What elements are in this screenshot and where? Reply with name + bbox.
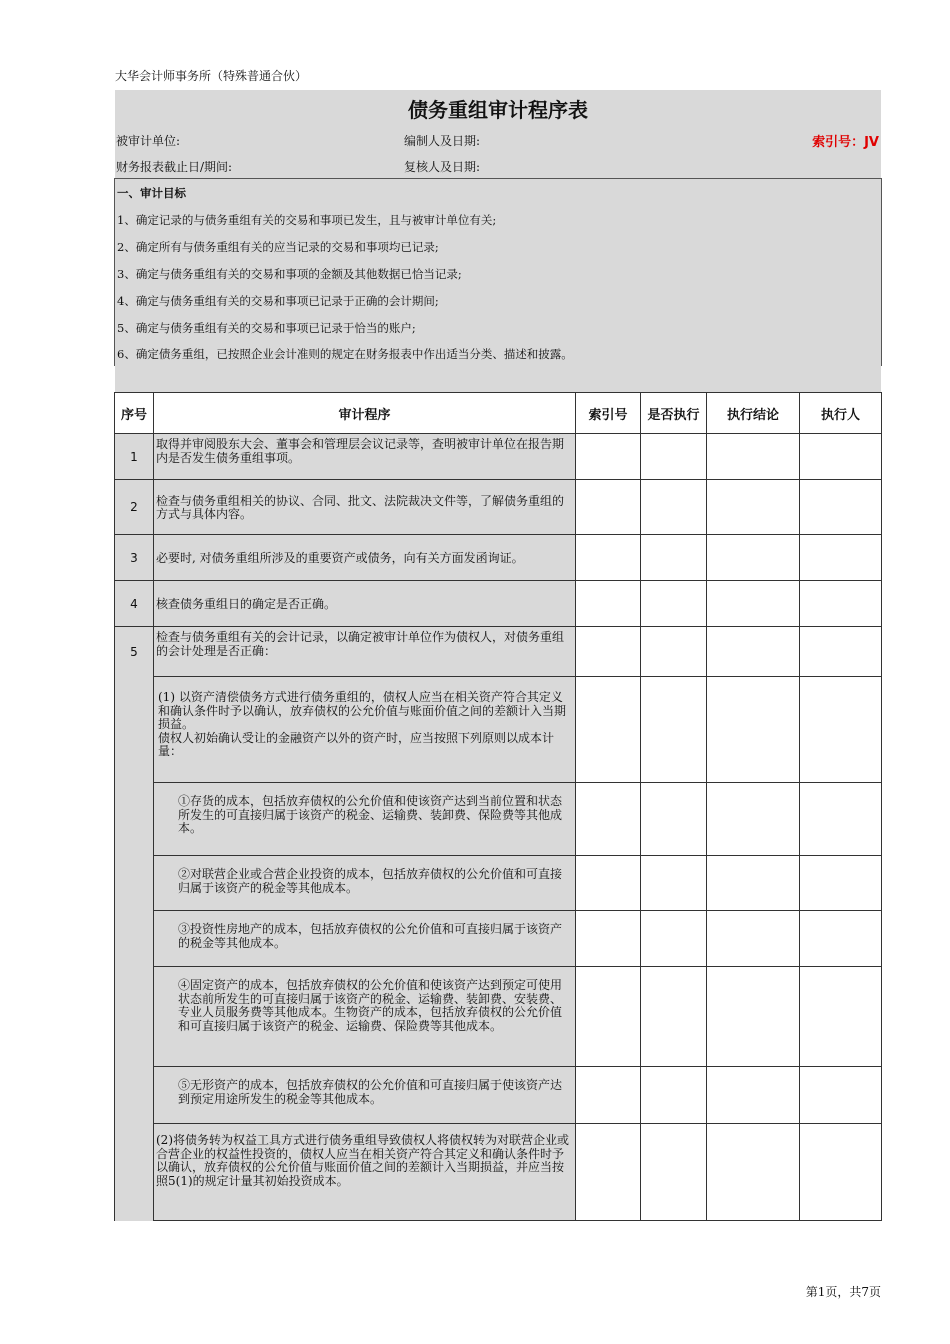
executed-cell[interactable] xyxy=(641,783,707,856)
procedure-text: 检查与债务重组有关的会计记录，以确定被审计单位作为债权人，对债务重组的会计处理是否正确： xyxy=(154,627,576,677)
index-cell[interactable] xyxy=(576,911,641,967)
auditee-label: 被审计单位: xyxy=(116,134,181,148)
executor-cell[interactable] xyxy=(800,783,882,856)
procedure-text: ⑤无形资产的成本，包括放弃债权的公允价值和可直接归属于使该资产达到预定用途所发生的税金等其他成本。 xyxy=(154,1067,576,1124)
index-cell[interactable] xyxy=(576,967,641,1067)
table-row xyxy=(115,1124,882,1221)
executed-cell[interactable] xyxy=(641,434,707,480)
index-cell[interactable] xyxy=(576,1124,641,1221)
index-cell[interactable] xyxy=(576,783,641,856)
preparer-label: 编制人及日期: xyxy=(404,134,481,148)
objective-item: 1、确定记录的与债务重组有关的交易和事项已发生，且与被审计单位有关; xyxy=(117,213,497,227)
table-row xyxy=(115,581,882,627)
executed-cell[interactable] xyxy=(641,967,707,1067)
row-number xyxy=(115,677,154,783)
executed-cell[interactable] xyxy=(641,535,707,581)
executed-cell[interactable] xyxy=(641,856,707,911)
procedure-text: 核查债务重组日的确定是否正确。 xyxy=(154,581,576,627)
index-cell[interactable] xyxy=(576,677,641,783)
conclusion-cell[interactable] xyxy=(707,535,800,581)
objective-item: 3、确定与债务重组有关的交易和事项的金额及其他数据已恰当记录; xyxy=(117,267,462,281)
conclusion-cell[interactable] xyxy=(707,856,800,911)
procedure-text: (1) 以资产清偿债务方式进行债务重组的，债权人应当在相关资产符合其定义和确认条件时予以确认，放弃债权的公允价值与账面价值之间的差额计入当期损益。 债权人初始确认受让的金融资产以外的资产时，应当按照下列原则以成本计量： xyxy=(154,677,576,783)
executed-cell[interactable] xyxy=(641,1067,707,1124)
objective-item: 4、确定与债务重组有关的交易和事项已记录于正确的会计期间; xyxy=(117,294,439,308)
index-cell[interactable] xyxy=(576,581,641,627)
row-number xyxy=(115,911,154,967)
executor-cell[interactable] xyxy=(800,856,882,911)
row-number: 3 xyxy=(115,535,154,581)
executor-cell[interactable] xyxy=(800,1067,882,1124)
table-row xyxy=(115,967,882,1067)
executed-cell[interactable] xyxy=(641,1124,707,1221)
header-seq: 序号 xyxy=(115,393,154,434)
audit-objectives xyxy=(114,178,882,366)
header-executed: 是否执行 xyxy=(641,393,707,434)
index-cell[interactable] xyxy=(576,480,641,535)
conclusion-cell[interactable] xyxy=(707,434,800,480)
objective-item: 2、确定所有与债务重组有关的应当记录的交易和事项均已记录; xyxy=(117,240,439,254)
executed-cell[interactable] xyxy=(641,911,707,967)
conclusion-cell[interactable] xyxy=(707,677,800,783)
procedure-text: ①存货的成本，包括放弃债权的公允价值和使该资产达到当前位置和状态所发生的可直接归属于该资产的税金、运输费、装卸费、保险费等其他成本。 xyxy=(154,783,576,856)
executor-cell[interactable] xyxy=(800,911,882,967)
header-conclusion: 执行结论 xyxy=(707,393,800,434)
index-cell[interactable] xyxy=(576,434,641,480)
page-footer: 第1页，共7页 xyxy=(805,1285,881,1299)
executor-cell[interactable] xyxy=(800,677,882,783)
row-number xyxy=(115,1067,154,1124)
table-row xyxy=(115,627,882,677)
row-number xyxy=(115,1124,154,1221)
row-number: 2 xyxy=(115,480,154,535)
executed-cell[interactable] xyxy=(641,480,707,535)
audit-procedure-table xyxy=(114,392,882,1221)
procedure-text: ②对联营企业或合营企业投资的成本，包括放弃债权的公允价值和可直接归属于该资产的税金等其他成本。 xyxy=(154,856,576,911)
conclusion-cell[interactable] xyxy=(707,1124,800,1221)
table-row xyxy=(115,856,882,911)
row-number: 1 xyxy=(115,434,154,480)
executor-cell[interactable] xyxy=(800,480,882,535)
row-number: 5 xyxy=(115,627,154,677)
row-number: 4 xyxy=(115,581,154,627)
period-label: 财务报表截止日/期间: xyxy=(116,160,233,174)
index-cell[interactable] xyxy=(576,535,641,581)
procedure-text: 取得并审阅股东大会、董事会和管理层会议记录等，查明被审计单位在报告期内是否发生债务重组事项。 xyxy=(154,434,576,480)
conclusion-cell[interactable] xyxy=(707,627,800,677)
table-row xyxy=(115,434,882,480)
index-number-label: 索引号：JV xyxy=(812,135,879,150)
index-cell[interactable] xyxy=(576,1067,641,1124)
conclusion-cell[interactable] xyxy=(707,783,800,856)
table-row xyxy=(115,911,882,967)
procedure-text: ④固定资产的成本，包括放弃债权的公允价值和使该资产达到预定可使用状态前所发生的可直接归属于该资产的税金、运输费、装卸费、安装费、专业人员服务费等其他成本。生物资产的成本，包括放弃债权的公允价值和可直接归属于该资产的税金、运输费、保险费等其他成本。 xyxy=(154,967,576,1067)
conclusion-cell[interactable] xyxy=(707,581,800,627)
row-number xyxy=(115,783,154,856)
procedure-text: 检查与债务重组相关的协议、合同、批文、法院裁决文件等，了解债务重组的方式与具体内容。 xyxy=(154,480,576,535)
executor-cell[interactable] xyxy=(800,1124,882,1221)
conclusion-cell[interactable] xyxy=(707,1067,800,1124)
header-index: 索引号 xyxy=(576,393,641,434)
executed-cell[interactable] xyxy=(641,581,707,627)
objectives-heading: 一、审计目标 xyxy=(117,186,186,200)
section-spacer xyxy=(115,365,881,392)
table-row xyxy=(115,480,882,535)
table-row xyxy=(115,1067,882,1124)
executed-cell[interactable] xyxy=(641,677,707,783)
objective-item: 6、确定债务重组，已按照企业会计准则的规定在财务报表中作出适当分类、描述和披露。 xyxy=(117,347,573,361)
executed-cell[interactable] xyxy=(641,627,707,677)
row-number xyxy=(115,856,154,911)
conclusion-cell[interactable] xyxy=(707,911,800,967)
procedure-text: (2)将债务转为权益工具方式进行债务重组导致债权人将债权转为对联营企业或合营企业的权益性投资的，债权人应当在相关资产符合其定义和确认条件时予以确认，放弃债权的公允价值与账面价值之间的差额计入当期损益，并应当按照5(1)的规定计量其初始投资成本。 xyxy=(154,1124,576,1221)
executor-cell[interactable] xyxy=(800,581,882,627)
header-block xyxy=(115,90,881,178)
executor-cell[interactable] xyxy=(800,434,882,480)
executor-cell[interactable] xyxy=(800,967,882,1067)
page-title: 债务重组审计程序表 xyxy=(408,98,588,122)
row-number xyxy=(115,967,154,1067)
objective-item: 5、确定与债务重组有关的交易和事项已记录于恰当的账户; xyxy=(117,321,416,335)
conclusion-cell[interactable] xyxy=(707,480,800,535)
table-row xyxy=(115,783,882,856)
index-cell[interactable] xyxy=(576,856,641,911)
table-row xyxy=(115,677,882,783)
header-procedure: 审计程序 xyxy=(154,393,576,434)
table-row xyxy=(115,535,882,581)
header-executor: 执行人 xyxy=(800,393,882,434)
firm-name: 大华会计师事务所（特殊普通合伙） xyxy=(115,69,308,83)
table-header-row xyxy=(115,393,882,434)
executor-cell[interactable] xyxy=(800,627,882,677)
index-cell[interactable] xyxy=(576,627,641,677)
conclusion-cell[interactable] xyxy=(707,967,800,1067)
executor-cell[interactable] xyxy=(800,535,882,581)
procedure-text: ③投资性房地产的成本，包括放弃债权的公允价值和可直接归属于该资产的税金等其他成本。 xyxy=(154,911,576,967)
reviewer-label: 复核人及日期: xyxy=(404,160,481,174)
procedure-text: 必要时, 对债务重组所涉及的重要资产或债务，向有关方面发函询证。 xyxy=(154,535,576,581)
